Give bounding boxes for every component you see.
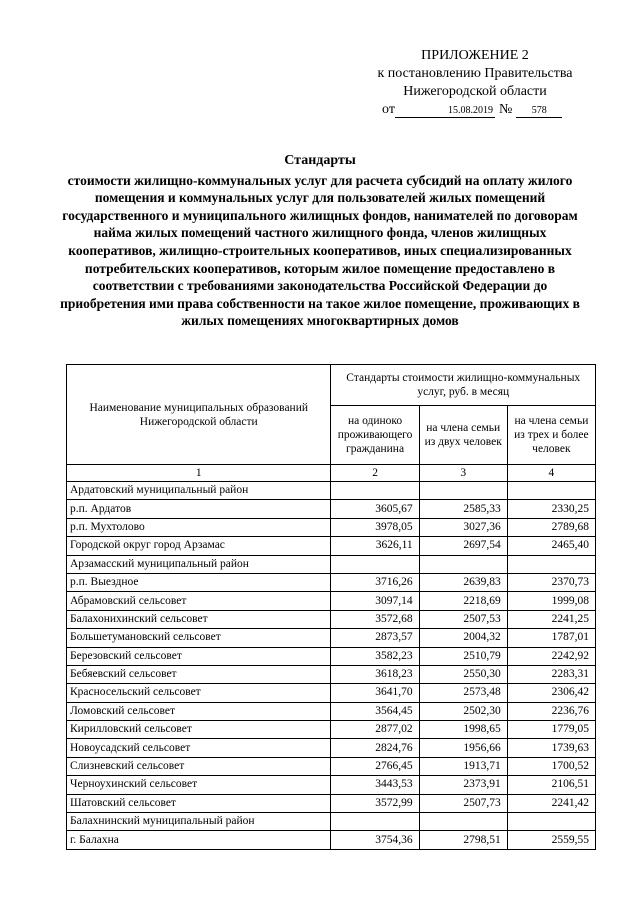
table-row <box>67 500 596 518</box>
standard-value: 2824,76 <box>331 739 419 757</box>
standard-value: 2873,57 <box>331 629 419 647</box>
table-row <box>67 610 596 628</box>
table-row <box>67 721 596 739</box>
standard-value: 2550,30 <box>419 665 507 683</box>
table-row <box>67 592 596 610</box>
municipality-name: р.п. Мухтолово <box>67 518 331 536</box>
municipality-name: Арзамасский муниципальный район <box>67 555 331 573</box>
col-number: 3 <box>419 465 507 482</box>
standard-value: 2106,51 <box>507 776 595 794</box>
standard-value <box>419 555 507 573</box>
table-row <box>67 702 596 720</box>
standards-table <box>66 364 596 850</box>
municipality-name: Березовский сельсовет <box>67 647 331 665</box>
decree-date: 15.08.2019 <box>395 105 495 118</box>
header-group: Стандарты стоимости жилищно-коммунальных услуг, руб. в месяц <box>331 365 596 406</box>
standard-value: 2877,02 <box>331 721 419 739</box>
standard-value: 2585,33 <box>419 500 507 518</box>
column-numbers-row <box>67 465 596 482</box>
municipality-name: Кирилловский сельсовет <box>67 721 331 739</box>
standard-value: 3626,11 <box>331 537 419 555</box>
standard-value: 2373,91 <box>419 776 507 794</box>
standard-value: 3618,23 <box>331 665 419 683</box>
standard-value: 3605,67 <box>331 500 419 518</box>
table-row <box>67 831 596 849</box>
table-row <box>67 739 596 757</box>
municipality-name: Балахнинский муниципальный район <box>67 813 331 831</box>
standard-value: 3097,14 <box>331 592 419 610</box>
standard-value: 2798,51 <box>419 831 507 849</box>
standard-value: 2236,76 <box>507 702 595 720</box>
appendix-title: ПРИЛОЖЕНИЕ 2 <box>421 48 529 63</box>
header-col-single: на одиноко проживающего гражданина <box>331 406 419 465</box>
municipality-name: Бебяевский сельсовет <box>67 665 331 683</box>
header-col-two: на члена семьи из двух человек <box>419 406 507 465</box>
table-group-row <box>67 813 596 831</box>
municipality-name: г. Балахна <box>67 831 331 849</box>
date-prefix: от <box>382 102 395 117</box>
standard-value: 2330,25 <box>507 500 595 518</box>
municipality-name: Абрамовский сельсовет <box>67 592 331 610</box>
municipality-name: Слизневский сельсовет <box>67 757 331 775</box>
standard-value: 1779,05 <box>507 721 595 739</box>
table-row <box>67 665 596 683</box>
title-body: стоимости жилищно-коммунальных услуг для расчета субсидий на оплату жилого помещения и коммунальных услуг для пользователей жилых помещений государственного и муниципального жилищных фондов, нанимателей по договорам найма жилых помещений частного жилищного фонда, членов жилищных кооперативов, жилищно-строительных кооперативов, иных специализированных потребительских кооперативов, которым жилое помещение предоставлено в соответствии с требованиями законодательства Российской Федерации до приобретения ими права собственности на такое жилое помещение, проживающих в жилых помещениях многоквартирных домов <box>60 172 580 329</box>
standard-value: 2507,53 <box>419 610 507 628</box>
standard-value: 2242,92 <box>507 647 595 665</box>
standard-value: 2370,73 <box>507 573 595 591</box>
municipality-name: Ардатовский муниципальный район <box>67 482 331 500</box>
standard-value: 2465,40 <box>507 537 595 555</box>
header-col-three: на члена семьи из трех и более человек <box>507 406 595 465</box>
standard-value: 2766,45 <box>331 757 419 775</box>
standard-value <box>507 482 595 500</box>
standard-value: 2639,83 <box>419 573 507 591</box>
standard-value: 1787,01 <box>507 629 595 647</box>
header-name: Наименование муниципальных образований Нижегородской области <box>67 365 331 465</box>
appendix-line-1: к постановлению Правительства <box>377 66 573 81</box>
table-group-row <box>67 482 596 500</box>
table-row <box>67 647 596 665</box>
appendix-line-2: Нижегородской области <box>403 84 547 99</box>
col-number: 4 <box>507 465 595 482</box>
standard-value: 3443,53 <box>331 776 419 794</box>
municipality-name: Красносельский сельсовет <box>67 684 331 702</box>
municipality-name: Шатовский сельсовет <box>67 794 331 812</box>
col-number: 2 <box>331 465 419 482</box>
table-row <box>67 757 596 775</box>
municipality-name: р.п. Ардатов <box>67 500 331 518</box>
standard-value <box>331 813 419 831</box>
standard-value <box>507 813 595 831</box>
municipality-name: Балахонихинский сельсовет <box>67 610 331 628</box>
table-group-row <box>67 555 596 573</box>
appendix-block <box>360 47 590 119</box>
standard-value: 3027,36 <box>419 518 507 536</box>
header-row-1 <box>67 365 596 406</box>
standard-value: 3716,26 <box>331 573 419 591</box>
standard-value: 3641,70 <box>331 684 419 702</box>
decree-number: 578 <box>516 105 562 118</box>
table-row <box>67 794 596 812</box>
table-row <box>67 518 596 536</box>
standard-value: 2507,73 <box>419 794 507 812</box>
standard-value: 2283,31 <box>507 665 595 683</box>
standard-value <box>507 555 595 573</box>
table-row <box>67 629 596 647</box>
standard-value: 3754,36 <box>331 831 419 849</box>
municipality-name: Новоусадский сельсовет <box>67 739 331 757</box>
standard-value: 2306,42 <box>507 684 595 702</box>
municipality-name: р.п. Выездное <box>67 573 331 591</box>
standard-value: 1956,66 <box>419 739 507 757</box>
standard-value: 3582,23 <box>331 647 419 665</box>
standard-value: 2697,54 <box>419 537 507 555</box>
standard-value <box>419 813 507 831</box>
standard-value: 2510,79 <box>419 647 507 665</box>
standard-value: 1913,71 <box>419 757 507 775</box>
table-row <box>67 537 596 555</box>
municipality-name: Черноухинский сельсовет <box>67 776 331 794</box>
col-number: 1 <box>67 465 331 482</box>
standard-value <box>331 482 419 500</box>
standard-value: 1999,08 <box>507 592 595 610</box>
standard-value: 2241,42 <box>507 794 595 812</box>
document-title <box>60 152 580 330</box>
standard-value: 2004,32 <box>419 629 507 647</box>
standard-value: 3564,45 <box>331 702 419 720</box>
municipality-name: Большетумановский сельсовет <box>67 629 331 647</box>
table-row <box>67 684 596 702</box>
standard-value: 3978,05 <box>331 518 419 536</box>
standard-value: 1998,65 <box>419 721 507 739</box>
appendix-date-line <box>360 101 590 119</box>
standard-value: 2559,55 <box>507 831 595 849</box>
standard-value <box>419 482 507 500</box>
municipality-name: Ломовский сельсовет <box>67 702 331 720</box>
standard-value: 3572,99 <box>331 794 419 812</box>
standard-value: 2789,68 <box>507 518 595 536</box>
table-row <box>67 573 596 591</box>
standard-value: 2241,25 <box>507 610 595 628</box>
standard-value: 3572,68 <box>331 610 419 628</box>
title-heading: Стандарты <box>284 153 356 168</box>
standard-value: 1700,52 <box>507 757 595 775</box>
standard-value: 2218,69 <box>419 592 507 610</box>
table-row <box>67 776 596 794</box>
municipality-name: Городской округ город Арзамас <box>67 537 331 555</box>
number-sign: № <box>498 102 513 117</box>
standard-value: 1739,63 <box>507 739 595 757</box>
standard-value: 2573,48 <box>419 684 507 702</box>
standard-value: 2502,30 <box>419 702 507 720</box>
standard-value <box>331 555 419 573</box>
